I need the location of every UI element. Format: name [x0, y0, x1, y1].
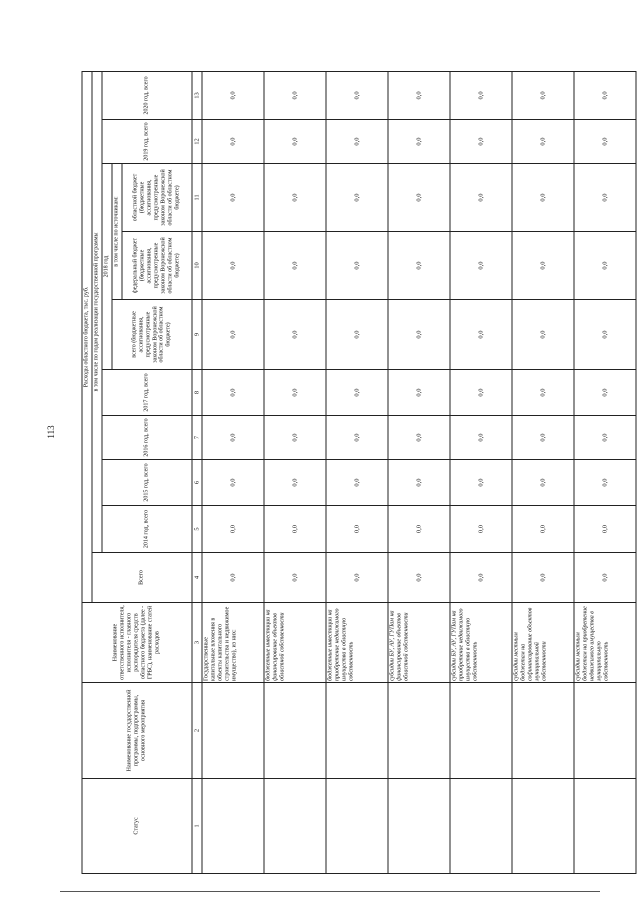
value-cell: 0,0: [326, 460, 388, 506]
status-cell: [388, 779, 450, 874]
value-cell: 0,0: [388, 164, 450, 232]
value-cell: 0,0: [264, 232, 326, 300]
value-cell: 0,0: [202, 553, 264, 603]
value-cell: 0,0: [450, 120, 512, 164]
value-cell: 0,0: [450, 71, 512, 119]
header-2018: 2018 год: [102, 164, 112, 370]
col-number: 13: [192, 71, 202, 119]
value-cell: 0,0: [264, 71, 326, 119]
value-cell: 0,0: [450, 164, 512, 232]
header-by-years: в том числе по годам реализации государственной программы: [92, 71, 102, 552]
program-name-cell: [512, 683, 574, 779]
value-cell: 0,0: [574, 120, 636, 164]
value-cell: 0,0: [264, 460, 326, 506]
expense-item-label: субсидии БУ, АУ, ГУПам на приобретение недвижимого имущества в областную собственность: [450, 603, 512, 683]
page-number: 113: [46, 425, 56, 439]
col-number: 6: [192, 460, 202, 506]
program-name-cell: [326, 683, 388, 779]
rotated-table-wrapper: [82, 72, 635, 874]
value-cell: 0,0: [574, 232, 636, 300]
value-cell: 0,0: [202, 300, 264, 370]
value-cell: 0,0: [450, 232, 512, 300]
expense-item-label: субсидии местным бюджетам на софинансирование объектов муниципальной собственности: [512, 603, 574, 683]
value-cell: 0,0: [388, 232, 450, 300]
value-cell: 0,0: [264, 553, 326, 603]
value-cell: 0,0: [512, 553, 574, 603]
value-cell: 0,0: [574, 460, 636, 506]
footer-rule: [60, 891, 600, 892]
status-cell: [512, 779, 574, 874]
expense-item-label: бюджетные инвестиции на приобретение недвижимого имущества в областную собственность: [326, 603, 388, 683]
value-cell: 0,0: [202, 506, 264, 553]
value-cell: 0,0: [202, 370, 264, 416]
col-number: 9: [192, 300, 202, 370]
program-name-cell: [264, 683, 326, 779]
col-number: 11: [192, 164, 202, 232]
header-program-name: Наименование государственной программы, подпрограммы, основного мероприятия: [82, 683, 192, 779]
expense-item-label: субсидии местным бюджетам на приобретение недвижимого имущества в муниципальную собственность: [574, 603, 636, 683]
value-cell: 0,0: [388, 416, 450, 460]
status-cell: [202, 779, 264, 874]
value-cell: 0,0: [264, 370, 326, 416]
value-cell: 0,0: [264, 416, 326, 460]
col-number: 4: [192, 553, 202, 603]
value-cell: 0,0: [202, 164, 264, 232]
value-cell: 0,0: [450, 553, 512, 603]
value-cell: 0,0: [202, 416, 264, 460]
expense-item-label: бюджетные инвестиции на финансирование объектов областной собственности: [264, 603, 326, 683]
expense-item-label: Государственные капитальные вложения в объекты капитального строительства и недвижимое имущество), из них:: [202, 603, 264, 683]
value-cell: 0,0: [388, 120, 450, 164]
value-cell: 0,0: [512, 120, 574, 164]
header-2018-total: всего (бюджетные ассигнования, предусмотренные законом Воронежской области об областном бюджете): [112, 300, 192, 370]
header-by-sources: в том числе по источникам:: [112, 164, 122, 300]
value-cell: 0,0: [326, 416, 388, 460]
table-row: [512, 71, 574, 873]
header-expenses: Расходы областного бюджета, тыс. руб.: [82, 71, 92, 602]
col-number: 12: [192, 120, 202, 164]
table-row: [450, 71, 512, 873]
col-number: 3: [192, 603, 202, 683]
value-cell: 0,0: [326, 232, 388, 300]
value-cell: 0,0: [450, 416, 512, 460]
value-cell: 0,0: [326, 300, 388, 370]
value-cell: 0,0: [512, 300, 574, 370]
value-cell: 0,0: [264, 300, 326, 370]
value-cell: 0,0: [512, 416, 574, 460]
value-cell: 0,0: [512, 71, 574, 119]
header-2014: 2014 год, всего: [102, 506, 192, 553]
data-rows: [202, 71, 636, 873]
value-cell: 0,0: [388, 300, 450, 370]
value-cell: 0,0: [202, 232, 264, 300]
value-cell: 0,0: [326, 506, 388, 553]
header-federal: федеральный бюджет (бюджетные ассигнования, предусмотренные законом Воронежской области об областном бюджете): [122, 232, 192, 300]
value-cell: 0,0: [326, 370, 388, 416]
value-cell: 0,0: [326, 164, 388, 232]
col-number: 8: [192, 370, 202, 416]
table-row: [388, 71, 450, 873]
table-row: [264, 71, 326, 873]
value-cell: 0,0: [574, 300, 636, 370]
program-name-cell: [450, 683, 512, 779]
header-total: Всего: [92, 553, 192, 603]
value-cell: 0,0: [202, 460, 264, 506]
header-2019: 2019 год, всего: [102, 120, 192, 164]
budget-table: [82, 71, 637, 874]
value-cell: 0,0: [450, 506, 512, 553]
status-cell: [264, 779, 326, 874]
value-cell: 0,0: [450, 370, 512, 416]
expense-item-label: субсидии БУ, АУ, ГУПам на финансирование объектов областной собственности: [388, 603, 450, 683]
value-cell: 0,0: [264, 506, 326, 553]
value-cell: 0,0: [574, 506, 636, 553]
table-row: [574, 71, 636, 873]
value-cell: 0,0: [512, 460, 574, 506]
col-number: 7: [192, 416, 202, 460]
program-name-cell: [388, 683, 450, 779]
header-executor: Наименование ответственного исполнителя, исполнителя - главного распорядителя средств областного бюджета (далее - ГРБС), наименование статей расходов: [82, 603, 192, 683]
value-cell: 0,0: [512, 164, 574, 232]
value-cell: 0,0: [202, 120, 264, 164]
header-2017: 2017 год, всего: [102, 370, 192, 416]
value-cell: 0,0: [264, 164, 326, 232]
value-cell: 0,0: [326, 120, 388, 164]
value-cell: 0,0: [574, 553, 636, 603]
header-regional: областной бюджет (бюджетные ассигнования, предусмотренные законом Воронежской области об областном бюджете): [122, 164, 192, 232]
status-cell: [574, 779, 636, 874]
status-cell: [450, 779, 512, 874]
col-number: 10: [192, 232, 202, 300]
col-number: 2: [192, 683, 202, 779]
col-number: 5: [192, 506, 202, 553]
value-cell: 0,0: [202, 71, 264, 119]
value-cell: 0,0: [388, 370, 450, 416]
value-cell: 0,0: [388, 460, 450, 506]
header-status: Статус: [82, 779, 192, 874]
value-cell: 0,0: [574, 71, 636, 119]
table-row: [326, 71, 388, 873]
value-cell: 0,0: [512, 370, 574, 416]
value-cell: 0,0: [574, 370, 636, 416]
value-cell: 0,0: [450, 300, 512, 370]
table-row: [202, 71, 264, 873]
col-number: 1: [192, 779, 202, 874]
header-2015: 2015 год, всего: [102, 460, 192, 506]
value-cell: 0,0: [574, 164, 636, 232]
header-2020: 2020 год, всего: [102, 71, 192, 119]
program-name-cell: [202, 683, 264, 779]
value-cell: 0,0: [326, 71, 388, 119]
value-cell: 0,0: [326, 553, 388, 603]
value-cell: 0,0: [512, 232, 574, 300]
value-cell: 0,0: [450, 460, 512, 506]
value-cell: 0,0: [264, 120, 326, 164]
value-cell: 0,0: [512, 506, 574, 553]
status-cell: [326, 779, 388, 874]
value-cell: 0,0: [388, 506, 450, 553]
program-name-cell: [574, 683, 636, 779]
value-cell: 0,0: [388, 71, 450, 119]
header-2016: 2016 год, всего: [102, 416, 192, 460]
value-cell: 0,0: [388, 553, 450, 603]
value-cell: 0,0: [574, 416, 636, 460]
